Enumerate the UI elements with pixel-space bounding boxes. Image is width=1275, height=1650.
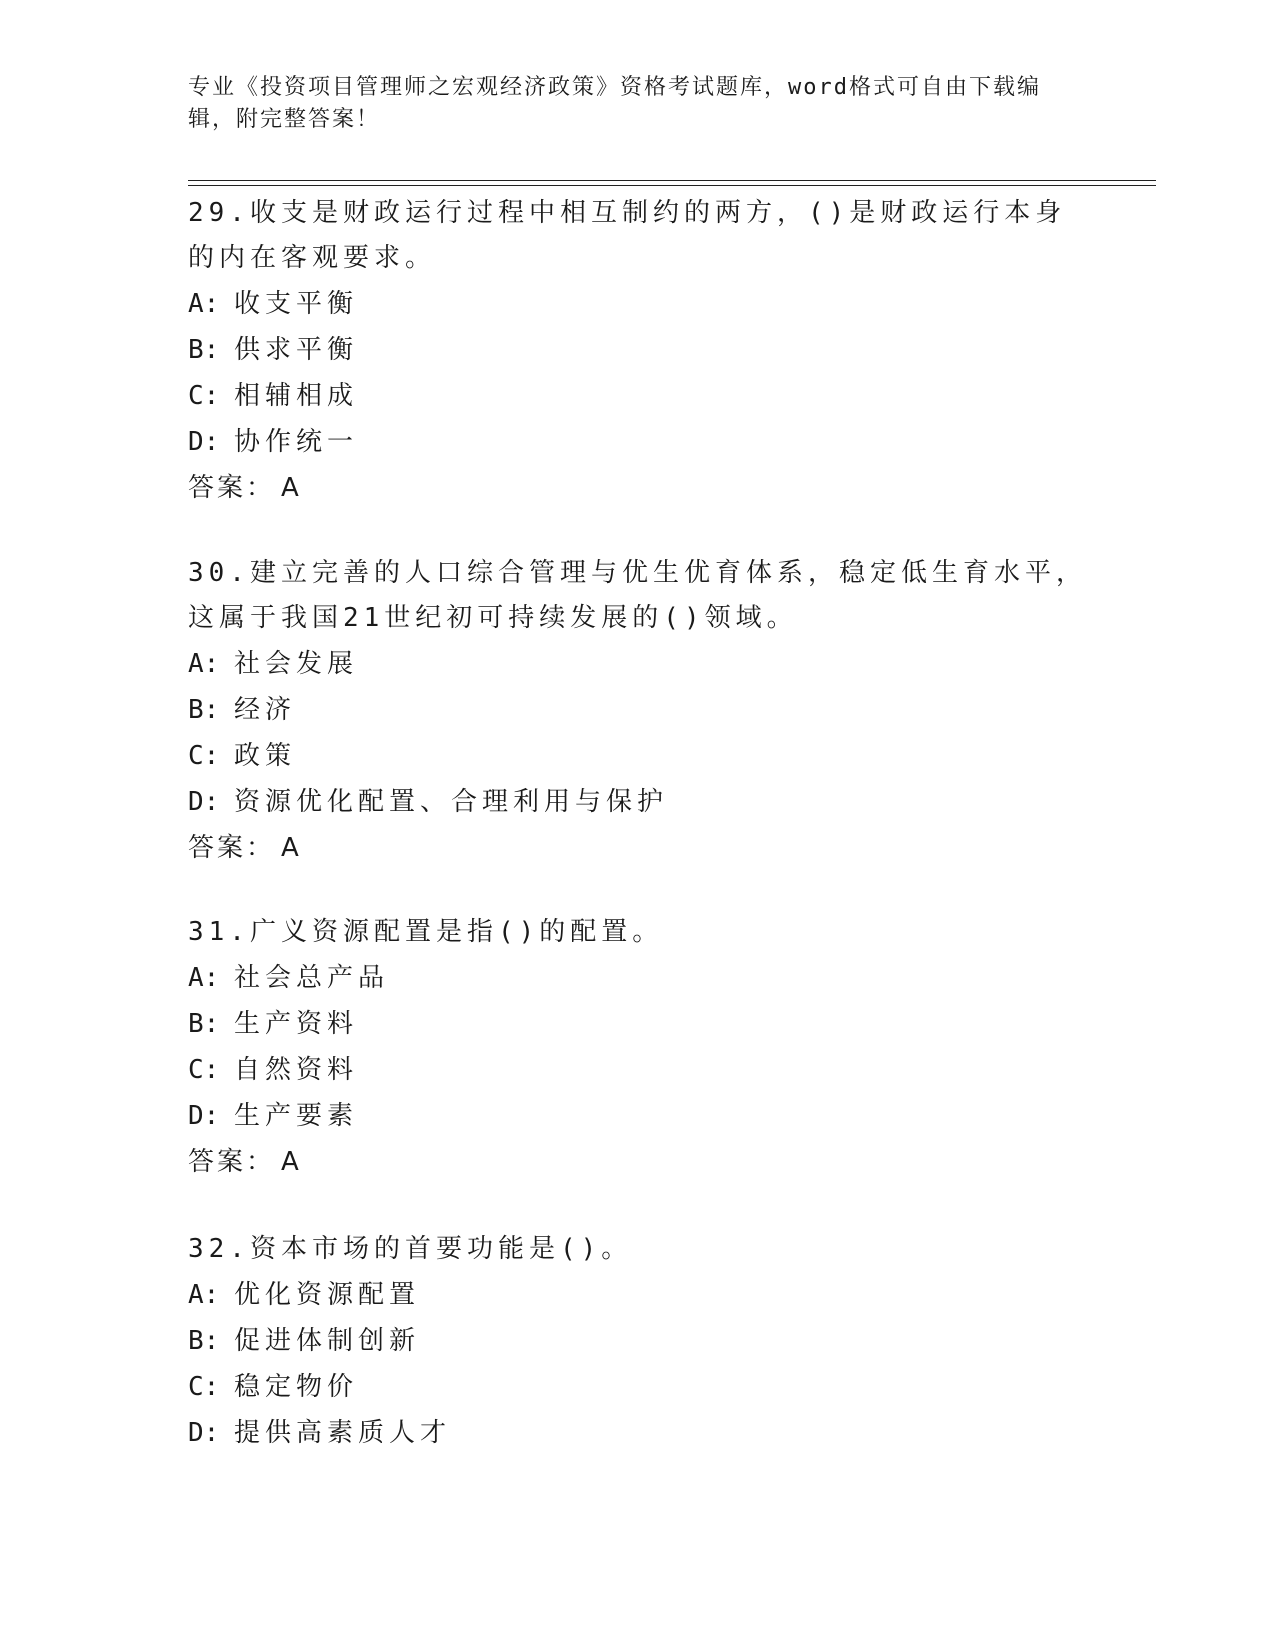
answer-line [188, 825, 1088, 871]
option-text: 相辅相成 [234, 381, 359, 411]
answer-line [188, 1139, 1088, 1185]
option-letter: B: [188, 1009, 220, 1039]
option-text: 稳定物价 [234, 1372, 359, 1402]
option-d [188, 419, 1088, 465]
option-b [188, 687, 1088, 733]
option-text: 收支平衡 [234, 289, 359, 319]
answer-value: A [281, 473, 299, 503]
option-a [188, 1272, 1088, 1318]
option-letter: A: [188, 649, 220, 679]
question-stem: 30.建立完善的人口综合管理与优生优育体系，稳定低生育水平，这属于我国21世纪初可持续发展的()领域。 [188, 558, 1087, 633]
option-text: 资源优化配置、合理利用与保护 [234, 787, 669, 817]
option-text: 优化资源配置 [234, 1280, 421, 1310]
answer-value: A [281, 1147, 299, 1177]
option-d [188, 1410, 1088, 1456]
question-32 [188, 1227, 1088, 1456]
option-text: 生产要素 [234, 1101, 359, 1131]
option-letter: B: [188, 335, 220, 365]
option-text: 社会发展 [234, 649, 359, 679]
answer-label: 答案： [188, 1147, 276, 1177]
option-text: 政策 [234, 741, 297, 771]
answer-label: 答案： [188, 473, 276, 503]
option-b [188, 1001, 1088, 1047]
option-letter: A: [188, 289, 220, 319]
option-b [188, 327, 1088, 373]
option-text: 社会总产品 [234, 963, 390, 993]
answer-label: 答案： [188, 833, 276, 863]
option-b [188, 1318, 1088, 1364]
option-text: 促进体制创新 [234, 1326, 421, 1356]
question-30 [188, 551, 1088, 871]
option-c [188, 373, 1088, 419]
header-divider-top [188, 180, 1156, 181]
option-d [188, 779, 1088, 825]
option-text: 自然资料 [234, 1055, 359, 1085]
answer-value: A [281, 833, 299, 863]
option-letter: C: [188, 1372, 220, 1402]
option-c [188, 1047, 1088, 1093]
question-31 [188, 910, 1088, 1185]
option-letter: D: [188, 787, 220, 817]
option-letter: D: [188, 427, 220, 457]
option-d [188, 1093, 1088, 1139]
option-c [188, 1364, 1088, 1410]
option-letter: B: [188, 1326, 220, 1356]
question-stem: 32.资本市场的首要功能是()。 [188, 1234, 633, 1264]
header-divider-bottom [188, 185, 1156, 186]
option-letter: D: [188, 1101, 220, 1131]
option-a [188, 955, 1088, 1001]
option-text: 提供高素质人才 [234, 1418, 452, 1448]
option-letter: A: [188, 963, 220, 993]
option-letter: A: [188, 1280, 220, 1310]
option-text: 生产资料 [234, 1009, 359, 1039]
answer-line [188, 465, 1088, 511]
option-a [188, 281, 1088, 327]
question-stem: 29.收支是财政运行过程中相互制约的两方，()是财政运行本身的内在客观要求。 [188, 198, 1067, 273]
question-29 [188, 191, 1088, 511]
option-text: 经济 [234, 695, 297, 725]
document-header: 专业《投资项目管理师之宏观经济政策》资格考试题库，word格式可自由下载编辑，附完整答案！ [188, 75, 1041, 132]
option-text: 协作统一 [234, 427, 359, 457]
option-letter: D: [188, 1418, 220, 1448]
option-letter: C: [188, 381, 220, 411]
option-letter: C: [188, 1055, 220, 1085]
option-text: 供求平衡 [234, 335, 359, 365]
question-stem: 31.广义资源配置是指()的配置。 [188, 917, 664, 947]
option-letter: B: [188, 695, 220, 725]
option-c [188, 733, 1088, 779]
option-letter: C: [188, 741, 220, 771]
option-a [188, 641, 1088, 687]
